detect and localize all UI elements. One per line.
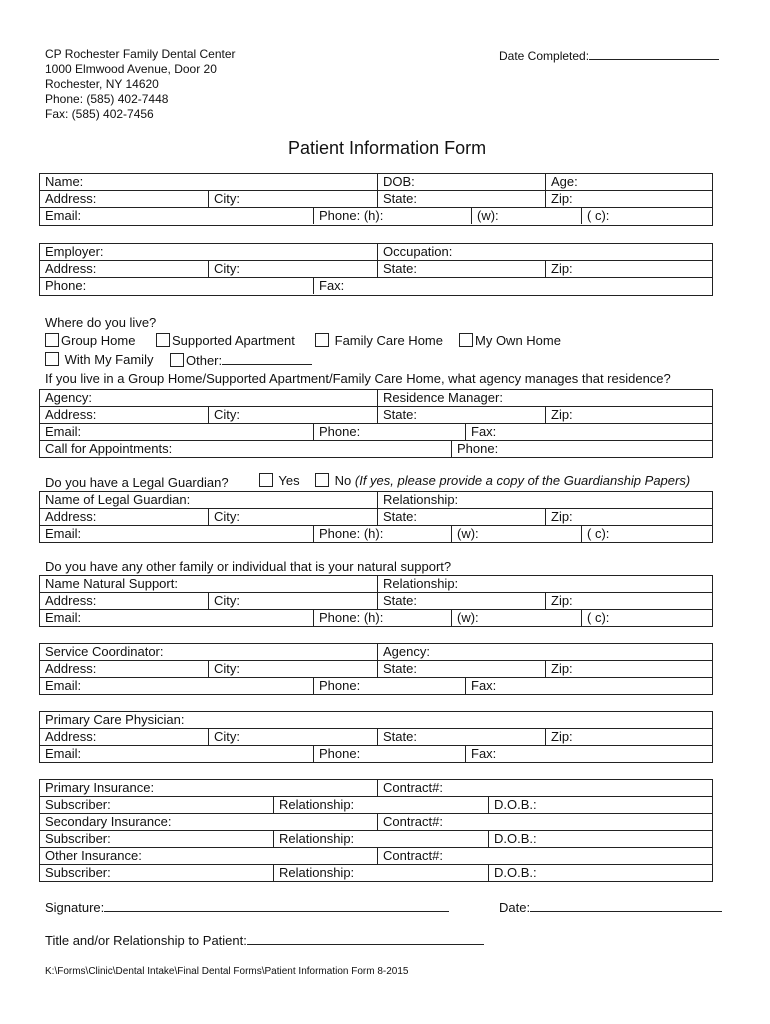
signature-date-line[interactable] [530,899,722,912]
employer-row-2 [40,261,712,278]
employer-state-field[interactable]: State: [377,261,545,277]
coordinator-address-field[interactable]: Address: [45,661,97,676]
guardian-row-3 [40,526,712,543]
phone-home-field[interactable]: Phone: (h): [313,208,471,224]
city-field[interactable]: City: [208,191,377,207]
employer-fax-field[interactable]: Fax: [313,278,712,294]
my-own-home-checkbox[interactable] [459,333,473,347]
coordinator-state-field[interactable]: State: [377,661,545,677]
employer-zip-field[interactable]: Zip: [545,261,712,277]
guardian-phone-work-field[interactable]: (w): [451,526,581,542]
patient-section [39,173,713,226]
physician-state-field[interactable]: State: [377,729,545,745]
org-address-line2: Rochester, NY 14620 [45,77,159,91]
employer-address-field[interactable]: Address: [45,261,97,276]
name-field[interactable]: Name: [45,174,84,189]
support-row-3 [40,610,712,627]
physician-section [39,711,713,763]
coordinator-field[interactable]: Service Coordinator: [45,644,164,659]
coordinator-fax-field[interactable]: Fax: [465,678,712,694]
guardian-row-1 [40,492,712,509]
agency-address-field[interactable]: Address: [45,407,97,422]
coordinator-city-field[interactable]: City: [208,661,377,677]
agency-fax-field[interactable]: Fax: [465,424,712,440]
secondary-subscriber-field[interactable]: Subscriber: [45,831,111,846]
guardian-zip-field[interactable]: Zip: [545,509,712,525]
agency-row-4 [40,441,712,458]
support-state-field[interactable]: State: [377,593,545,609]
insurance-section [39,779,713,882]
coordinator-email-field[interactable]: Email: [45,678,82,693]
guardian-city-field[interactable]: City: [208,509,377,525]
state-field[interactable]: State: [377,191,545,207]
other-line[interactable] [222,352,312,365]
phone-cell-field[interactable]: ( c): [581,208,712,224]
physician-row-3 [40,746,712,763]
other-contract-field[interactable]: Contract#: [377,848,712,864]
residence-question: Where do you live? [45,315,157,330]
agency-email-field[interactable]: Email: [45,424,82,439]
with-family-checkbox[interactable] [45,352,59,366]
physician-email-field[interactable]: Email: [45,746,82,761]
coordinator-row-2 [40,661,712,678]
residence-option-family-care-home[interactable] [315,333,443,348]
other-dob-field[interactable]: D.O.B.: [488,865,712,881]
physician-row-2 [40,729,712,746]
group-home-label: Group Home [61,333,136,348]
coordinator-row-3 [40,678,712,695]
secondary-insurance-field[interactable]: Secondary Insurance: [45,814,172,829]
insurance-row-primary [40,780,712,797]
patient-row-contact [40,208,712,225]
footer-file-path: K:\Forms\Clinic\Dental Intake\Final Dental Forms\Patient Information Form 8-2015 [45,966,409,977]
primary-relationship-field[interactable]: Relationship: [273,797,488,813]
primary-contract-field[interactable]: Contract#: [377,780,712,796]
age-field[interactable]: Age: [545,174,712,190]
physician-fax-field[interactable]: Fax: [465,746,712,762]
agency-zip-field[interactable]: Zip: [545,407,712,423]
guardian-no-label: No [334,473,352,488]
other-relationship-field[interactable]: Relationship: [273,865,488,881]
title-relationship-row [45,932,484,948]
employer-city-field[interactable]: City: [208,261,377,277]
guardian-row-2 [40,509,712,526]
support-row-1 [40,576,712,593]
appointments-phone-field[interactable]: Phone: [451,441,712,457]
patient-row-name [40,174,712,191]
signature-date-label: Date: [499,900,531,915]
support-row-2 [40,593,712,610]
guardian-email-field[interactable]: Email: [45,526,82,541]
employer-phone-field[interactable]: Phone: [45,278,87,293]
secondary-relationship-field[interactable]: Relationship: [273,831,488,847]
support-zip-field[interactable]: Zip: [545,593,712,609]
residence-option-other[interactable] [170,352,312,368]
signature-label: Signature: [45,900,105,915]
guardian-no-option[interactable] [315,473,690,488]
guardian-phone-cell-field[interactable]: ( c): [581,526,712,542]
signature-date-row [499,899,722,915]
family-care-home-checkbox[interactable] [315,333,329,347]
support-section [39,575,713,627]
primary-dob-field[interactable]: D.O.B.: [488,797,712,813]
agency-city-field[interactable]: City: [208,407,377,423]
other-checkbox[interactable] [170,353,184,367]
title-relationship-line[interactable] [247,932,484,945]
dob-field[interactable]: DOB: [377,174,545,190]
support-name-field[interactable]: Name Natural Support: [45,576,178,591]
residence-option-with-family[interactable] [45,352,153,367]
insurance-row-other-subscriber [40,865,712,882]
residence-option-group-home[interactable] [45,333,135,348]
other-insurance-field[interactable]: Other Insurance: [45,848,142,863]
guardian-phone-home-field[interactable]: Phone: (h): [313,526,451,542]
support-address-field[interactable]: Address: [45,593,97,608]
insurance-row-other [40,848,712,865]
primary-subscriber-field[interactable]: Subscriber: [45,797,111,812]
title-relationship-label: Title and/or Relationship to Patient: [45,933,247,948]
employer-row-1 [40,244,712,261]
org-fax: Fax: (585) 402-7456 [45,107,154,121]
guardian-note: (If yes, please provide a copy of the Guardianship Papers) [354,473,691,488]
guardian-address-field[interactable]: Address: [45,509,97,524]
family-care-home-label: Family Care Home [334,333,443,348]
other-label: Other: [186,353,223,368]
support-question: Do you have any other family or individual that is your natural support? [45,559,452,574]
other-subscriber-field[interactable]: Subscriber: [45,865,111,880]
supported-apartment-checkbox[interactable] [156,333,170,347]
insurance-row-secondary-subscriber [40,831,712,848]
guardian-yes-checkbox[interactable] [259,473,273,487]
date-completed-line[interactable] [589,47,719,60]
email-field[interactable]: Email: [45,208,82,223]
residence-agency-question: If you live in a Group Home/Supported Apartment/Family Care Home, what agency manages that residence? [45,371,671,386]
my-own-home-label: My Own Home [475,333,561,348]
call-for-appointments-field[interactable]: Call for Appointments: [45,441,173,456]
date-completed-label: Date Completed: [499,49,590,63]
support-phone-home-field[interactable]: Phone: (h): [313,610,451,626]
guardian-yes-option[interactable] [259,473,300,488]
coordinator-zip-field[interactable]: Zip: [545,661,712,677]
coordinator-agency-field[interactable]: Agency: [377,644,712,660]
coordinator-phone-field[interactable]: Phone: [313,678,465,694]
group-home-checkbox[interactable] [45,333,59,347]
agency-section [39,389,713,458]
secondary-contract-field[interactable]: Contract#: [377,814,712,830]
agency-row-3 [40,424,712,441]
insurance-row-secondary [40,814,712,831]
support-phone-cell-field[interactable]: ( c): [581,610,712,626]
patient-row-address [40,191,712,208]
guardian-section [39,491,713,543]
physician-city-field[interactable]: City: [208,729,377,745]
guardian-yes-label: Yes [278,473,300,488]
coordinator-section [39,643,713,695]
residence-manager-field[interactable]: Residence Manager: [377,390,712,406]
guardian-relationship-field[interactable]: Relationship: [377,492,712,508]
agency-state-field[interactable]: State: [377,407,545,423]
agency-phone-field[interactable]: Phone: [313,424,465,440]
residence-option-my-own-home[interactable] [459,333,561,348]
supported-apartment-label: Supported Apartment [172,333,295,348]
primary-insurance-field[interactable]: Primary Insurance: [45,780,155,795]
physician-phone-field[interactable]: Phone: [313,746,465,762]
signature-line[interactable] [104,899,449,912]
employer-row-3 [40,278,712,295]
support-relationship-field[interactable]: Relationship: [377,576,712,592]
insurance-row-primary-subscriber [40,797,712,814]
guardian-no-checkbox[interactable] [315,473,329,487]
guardian-name-field[interactable]: Name of Legal Guardian: [45,492,191,507]
org-address-line1: 1000 Elmwood Avenue, Door 20 [45,62,217,76]
support-city-field[interactable]: City: [208,593,377,609]
org-name: CP Rochester Family Dental Center [45,47,236,61]
date-completed [499,47,719,64]
support-email-field[interactable]: Email: [45,610,82,625]
page-title: Patient Information Form [288,138,487,158]
employer-section [39,243,713,296]
guardian-question: Do you have a Legal Guardian? [45,475,229,490]
physician-zip-field[interactable]: Zip: [545,729,712,745]
secondary-dob-field[interactable]: D.O.B.: [488,831,712,847]
physician-row-1 [40,712,712,729]
occupation-field[interactable]: Occupation: [377,244,712,260]
physician-address-field[interactable]: Address: [45,729,97,744]
coordinator-row-1 [40,644,712,661]
agency-row-2 [40,407,712,424]
guardian-state-field[interactable]: State: [377,509,545,525]
residence-option-supported-apartment[interactable] [156,333,295,348]
with-family-label: With My Family [64,352,154,367]
agency-row-1 [40,390,712,407]
zip-field[interactable]: Zip: [545,191,712,207]
signature-row [45,899,449,915]
employer-field[interactable]: Employer: [45,244,104,259]
org-phone: Phone: (585) 402-7448 [45,92,169,106]
physician-field[interactable]: Primary Care Physician: [45,712,185,727]
address-field[interactable]: Address: [45,191,97,206]
support-phone-work-field[interactable]: (w): [451,610,581,626]
phone-work-field[interactable]: (w): [471,208,581,224]
agency-field[interactable]: Agency: [45,390,92,405]
